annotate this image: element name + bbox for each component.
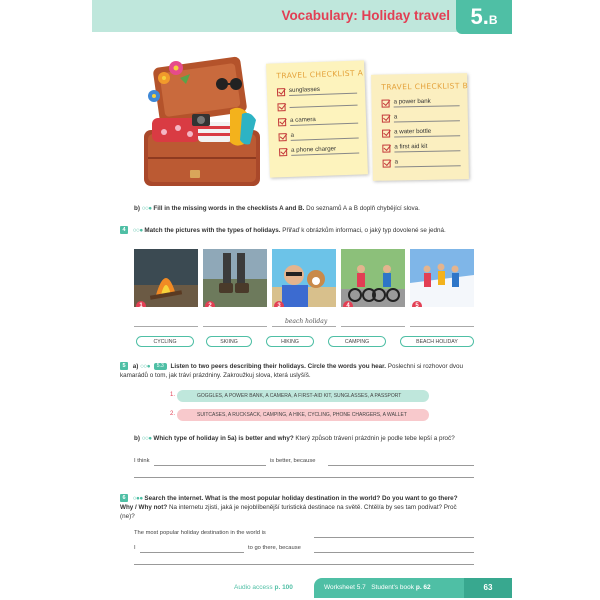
task-6-line-2-start: I: [134, 545, 136, 551]
write-line[interactable]: [328, 465, 474, 466]
task-b: [134, 204, 474, 213]
photo-hiker: [203, 249, 267, 307]
task-5b: [134, 434, 474, 443]
holiday-type-pill: SKIING: [206, 336, 252, 347]
answer-line-5[interactable]: [410, 326, 474, 327]
man-dog-icon: [272, 249, 336, 307]
checklist-a-title: TRAVEL CHECKLIST A: [276, 68, 364, 81]
handwritten-answer: beach holiday: [285, 318, 328, 325]
audio-access-link[interactable]: Audio access p. 100: [234, 584, 293, 591]
checklist-b-item: a water bottle: [382, 124, 460, 140]
holiday-type-pill: CYCLING: [136, 336, 194, 347]
photo-number: 5: [412, 301, 422, 307]
check-icon: [277, 88, 285, 96]
holiday-type-pill: CAMPING: [328, 336, 386, 347]
line-middle: is better, because: [270, 458, 316, 464]
task-6-line-2-middle: to go there, because: [248, 545, 301, 551]
travel-checklist-a: [266, 60, 368, 177]
write-line[interactable]: [140, 552, 244, 553]
unit-tab: [456, 0, 512, 34]
worksheet-ref[interactable]: Worksheet 5.7: [324, 584, 366, 591]
check-icon: [382, 114, 390, 122]
task-6: [120, 494, 465, 521]
checklist-b-item: a power bank: [381, 94, 459, 110]
photo-man-dog: [272, 249, 336, 307]
option-number: 2.: [170, 411, 176, 417]
photo-number: 1: [136, 301, 146, 307]
line-start: I think: [134, 458, 150, 464]
checklist-a-item: a camera: [278, 112, 358, 130]
instruction-en: Which type of holiday in 5a) is better and why?: [153, 435, 294, 442]
suitcase-illustration: [134, 48, 274, 196]
instruction-cz: Přiřaď k obrázkům informaci, o jaký typ dovolené se jedná.: [282, 227, 446, 234]
write-line[interactable]: [314, 552, 474, 553]
task-label: b): [134, 435, 140, 442]
audio-track-icon[interactable]: 5.3: [154, 363, 167, 370]
task-4: [120, 226, 460, 235]
unit-number: 5.: [470, 4, 489, 29]
check-icon: [382, 129, 390, 137]
answer-line-2[interactable]: [203, 326, 267, 327]
task-number: 5: [120, 362, 128, 370]
check-icon: [382, 99, 390, 107]
holiday-type-pill: HIKING: [266, 336, 314, 347]
photo-number: 2: [205, 301, 215, 307]
difficulty-icon: ○●●: [132, 495, 143, 502]
write-line[interactable]: [154, 465, 266, 466]
write-line[interactable]: [314, 537, 474, 538]
instruction-cz: Který způsob trávení prázdnin je podle tebe lepší a proč?: [295, 435, 455, 442]
page-title: Vocabulary: Holiday travel: [281, 8, 450, 23]
task-label: b): [134, 205, 140, 212]
checklist-a-item: sunglasses: [277, 82, 357, 100]
hiker-icon: [203, 249, 267, 307]
photo-campfire: [134, 249, 198, 307]
footer-references: [314, 578, 464, 598]
difficulty-icon: ○○●: [141, 205, 152, 212]
unit-letter: B: [488, 13, 498, 27]
checklist-b-item: a: [382, 109, 460, 125]
photo-skiers: [410, 249, 474, 307]
answer-line-3[interactable]: [272, 326, 336, 327]
instruction-en: Match the pictures with the types of holidays.: [144, 227, 281, 234]
write-line[interactable]: [134, 564, 474, 565]
photo-number: 3: [274, 301, 284, 307]
workbook-page: [92, 0, 512, 600]
instruction-en: Search the internet. What is the most popular holiday destination in the world? Do you want to go there? Why / Why not?: [120, 495, 458, 511]
answer-line-1[interactable]: [134, 326, 198, 327]
instruction-en: Fill in the missing words in the checklists A and B.: [153, 205, 305, 212]
task-number: 4: [120, 226, 128, 234]
check-icon: [277, 103, 285, 111]
campfire-icon: [134, 249, 198, 307]
checklist-b-item: a: [382, 154, 460, 170]
task-label: a): [132, 363, 139, 370]
answer-line-4[interactable]: [341, 326, 405, 327]
check-icon: [279, 148, 287, 156]
photo-cyclists: [341, 249, 405, 307]
check-icon: [382, 144, 390, 152]
cyclists-icon: [341, 249, 405, 307]
students-book-label: Student's book: [371, 584, 415, 591]
option-words[interactable]: GOGGLES, A POWER BANK, A CAMERA, A FIRST-AID KIT, SUNGLASSES, A PASSPORT: [177, 390, 429, 402]
instruction-en: Listen to two peers describing their holidays. Circle the words you hear.: [170, 363, 387, 370]
instruction-cz: Na internetu zjisti, jaká je nejoblíbenější turistická destinace na světě. Chtěl/a by ses tam podívat? Proč (ne)?: [120, 504, 457, 520]
photo-number: 4: [343, 301, 353, 307]
skiers-icon: [410, 249, 474, 307]
page-number: 63: [464, 578, 512, 598]
checklist-b-item: a first aid kit: [382, 139, 460, 155]
check-icon: [383, 159, 391, 167]
difficulty-icon: ○○●: [132, 227, 143, 234]
holiday-type-pill: BEACH HOLIDAY: [400, 336, 474, 347]
students-book-page[interactable]: p. 62: [415, 584, 431, 591]
option-words[interactable]: SUITCASES, A RUCKSACK, CAMPING, A HIKE, CYCLING, PHONE CHARGERS, A WALLET: [177, 409, 429, 421]
write-line[interactable]: [134, 477, 474, 478]
task-number: 6: [120, 494, 128, 502]
instruction-cz: Poslechni si rozhovor dvou kamarádů o tom, jak tráví prázdniny. Zakroužkuj slova, která uslyšíš.: [120, 363, 464, 379]
check-icon: [278, 133, 286, 141]
check-icon: [278, 118, 286, 126]
option-number: 1.: [170, 392, 176, 398]
photo-row: [134, 249, 474, 307]
checklist-b-title: TRAVEL CHECKLIST B: [381, 81, 469, 92]
checklist-a-item: a: [278, 127, 358, 145]
instruction-cz: Do seznamů A a B doplň chybějící slova.: [306, 205, 420, 212]
difficulty-icon: ○○●: [140, 363, 151, 370]
checklist-a-item: a phone charger: [279, 142, 359, 160]
difficulty-icon: ○○●: [141, 435, 152, 442]
task-6-line-1: The most popular holiday destination in the world is: [134, 530, 266, 536]
travel-checklist-b: [371, 73, 469, 181]
task-5a: [120, 362, 465, 380]
